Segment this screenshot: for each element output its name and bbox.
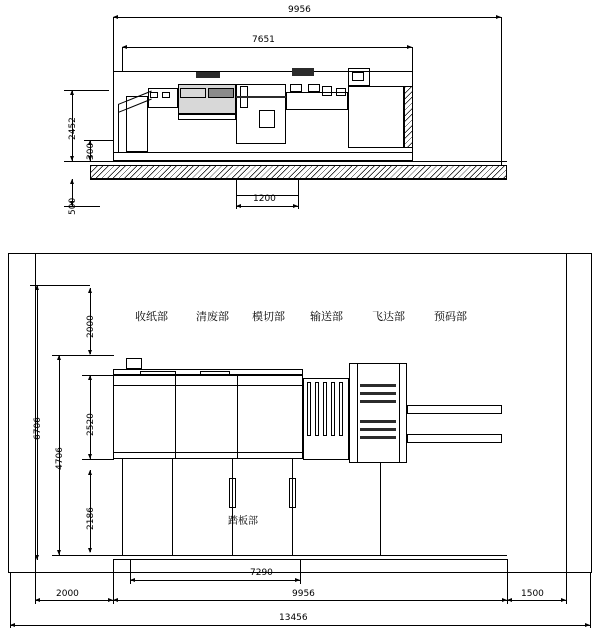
- plan-feeder-bar-2: [360, 392, 396, 395]
- dim-label-2000: 2000: [56, 589, 79, 599]
- ext-line-13456-right: [590, 573, 591, 628]
- dim-label-500: 500: [68, 197, 78, 215]
- ext-line-13456-left: [10, 573, 11, 628]
- ext-line-1500-right: [566, 573, 567, 604]
- plan-part-strip-a: [140, 371, 176, 375]
- plan-room-inner-right: [566, 253, 567, 573]
- elevation-part-top-block: [196, 72, 220, 78]
- ext-line-4706-bottom: [52, 555, 114, 556]
- elevation-part-top-block2: [292, 68, 314, 76]
- dim-line-9956: [113, 17, 501, 18]
- dim-line-7651: [122, 47, 412, 48]
- plan-conveyor-rail-1: [307, 382, 311, 436]
- ext-line-2520-bottom: [82, 459, 114, 460]
- plan-station-label-3: 输送部: [310, 310, 343, 323]
- ext-line-9956p-left: [113, 559, 114, 604]
- dim-label-1500: 1500: [521, 589, 544, 599]
- ext-line-left-9956: [113, 17, 114, 71]
- ext-line-right-9956: [501, 17, 502, 167]
- elevation-detail-c3: [236, 96, 286, 98]
- dim-line-9956-plan: [113, 600, 507, 601]
- dim-label-2520: 2520: [86, 413, 96, 436]
- elevation-detail-a1: [150, 92, 158, 98]
- ext-line-6706-top: [30, 285, 90, 286]
- plan-extension-arm-bottom: [407, 434, 502, 443]
- plan-feeder-bar-5: [360, 428, 396, 431]
- elevation-part-a: [148, 88, 178, 108]
- ext-line-right-1200: [298, 195, 299, 209]
- dim-arrow-left-1500: [507, 598, 512, 602]
- dim-arrow-down-2186: [88, 548, 92, 553]
- dim-label-9956-elevation: 9956: [288, 5, 311, 15]
- plan-divider-2: [237, 375, 238, 459]
- plan-pedal-1: [229, 478, 236, 508]
- plan-conveyor-rail-3: [323, 382, 327, 436]
- dim-label-9956-plan: 9956: [292, 589, 315, 599]
- elevation-pit-top: [236, 179, 298, 180]
- elevation-detail-a2: [162, 92, 170, 98]
- plan-part-top-small: [126, 358, 142, 369]
- dim-label-2000v: 2000: [86, 315, 96, 338]
- plan-leg-1: [122, 459, 123, 555]
- elevation-detail-e1: [352, 72, 364, 81]
- plan-inner-line-1: [113, 385, 303, 386]
- dim-label-4706: 4706: [55, 447, 65, 470]
- plan-feeder-bar-3: [360, 400, 396, 403]
- ext-line-7290-right: [300, 559, 301, 584]
- elevation-detail-c2: [259, 110, 275, 128]
- ext-line-2452-bottom: [64, 161, 109, 162]
- ext-line-7290-left: [130, 559, 131, 584]
- elevation-part-precoder: [348, 86, 404, 148]
- plan-conveyor-rail-5: [339, 382, 343, 436]
- elevation-floor-top: [90, 161, 507, 162]
- plan-bottom-structure-line: [113, 559, 507, 560]
- plan-bottom-structure-line2: [113, 555, 507, 556]
- dim-label-7651: 7651: [252, 35, 275, 45]
- elevation-detail-d2: [308, 84, 320, 92]
- dim-label-7290: 7290: [250, 568, 273, 578]
- plan-room-inner-left: [35, 253, 36, 573]
- plan-extension-arm-top: [407, 405, 502, 414]
- ext-line-left-1200: [236, 195, 237, 209]
- plan-feeder-bar-4: [360, 420, 396, 423]
- plan-feeder-line-1: [357, 363, 358, 463]
- dim-line-13456: [10, 625, 590, 626]
- plan-feeder-line-2: [399, 363, 400, 463]
- plan-station-label-5: 预码部: [434, 310, 467, 323]
- ext-line-left-7651: [122, 47, 123, 71]
- elevation-detail-d4: [336, 88, 346, 96]
- dim-arrow-up-2452: [70, 90, 74, 95]
- dim-arrow-down-6706: [35, 555, 39, 560]
- plan-feeder-bar-1: [360, 384, 396, 387]
- elevation-floor-hatch: [90, 165, 507, 179]
- plan-leg-2: [172, 459, 173, 555]
- dim-label-1200: 1200: [253, 194, 276, 204]
- plan-inner-line-2: [113, 452, 303, 453]
- dim-arrow-up-2000v: [88, 288, 92, 293]
- elevation-detail-b2: [208, 88, 234, 98]
- plan-station-label-4: 飞达部: [372, 310, 405, 323]
- elevation-pit-left: [236, 179, 237, 195]
- dim-label-2186: 2186: [86, 507, 96, 530]
- plan-leg-5: [380, 463, 381, 555]
- dim-arrow-down-2000v: [88, 350, 92, 355]
- plan-feeder-bar-6: [360, 436, 396, 439]
- dim-line-1200: [236, 206, 298, 207]
- ext-line-4706-top: [52, 355, 114, 356]
- dim-arrow-up-500: [70, 179, 74, 184]
- elevation-rail-post: [118, 104, 119, 152]
- plan-conveyor-rail-4: [331, 382, 335, 436]
- dim-line-1500: [507, 600, 566, 601]
- ext-line-2000-left: [35, 573, 36, 604]
- dim-label-2452: 2452: [68, 117, 78, 140]
- plan-part-strip-b: [200, 371, 230, 375]
- plan-station-label-2: 模切部: [252, 310, 285, 323]
- elevation-detail-d3: [322, 86, 332, 96]
- elevation-detail-b1: [180, 88, 206, 98]
- dim-line-2000: [35, 600, 113, 601]
- ext-line-300: [84, 140, 114, 141]
- elevation-base-line: [113, 152, 413, 153]
- dim-arrow-up-2186: [88, 470, 92, 475]
- dim-line-7290: [130, 580, 300, 581]
- elevation-detail-d1: [290, 84, 302, 92]
- plan-station-label-1: 清废部: [196, 310, 229, 323]
- dim-label-6706: 6706: [33, 417, 43, 440]
- plan-machine-main-body: [113, 375, 303, 459]
- dim-label-300: 300: [86, 142, 96, 160]
- dim-label-13456: 13456: [279, 613, 308, 623]
- dim-arrow-down-2452: [70, 156, 74, 161]
- elevation-part-right-hatch: [404, 86, 413, 148]
- plan-pedal-2: [289, 478, 296, 508]
- elevation-pit-right: [298, 179, 299, 195]
- elevation-detail-b3: [178, 114, 236, 120]
- dim-arrow-right-2000: [108, 598, 113, 602]
- plan-footer-label: 踏板部: [228, 516, 258, 527]
- ext-line-2520-top: [82, 375, 114, 376]
- plan-divider-1: [175, 375, 176, 459]
- plan-conveyor-rail-2: [315, 382, 319, 436]
- plan-station-label-0: 收纸部: [135, 310, 168, 323]
